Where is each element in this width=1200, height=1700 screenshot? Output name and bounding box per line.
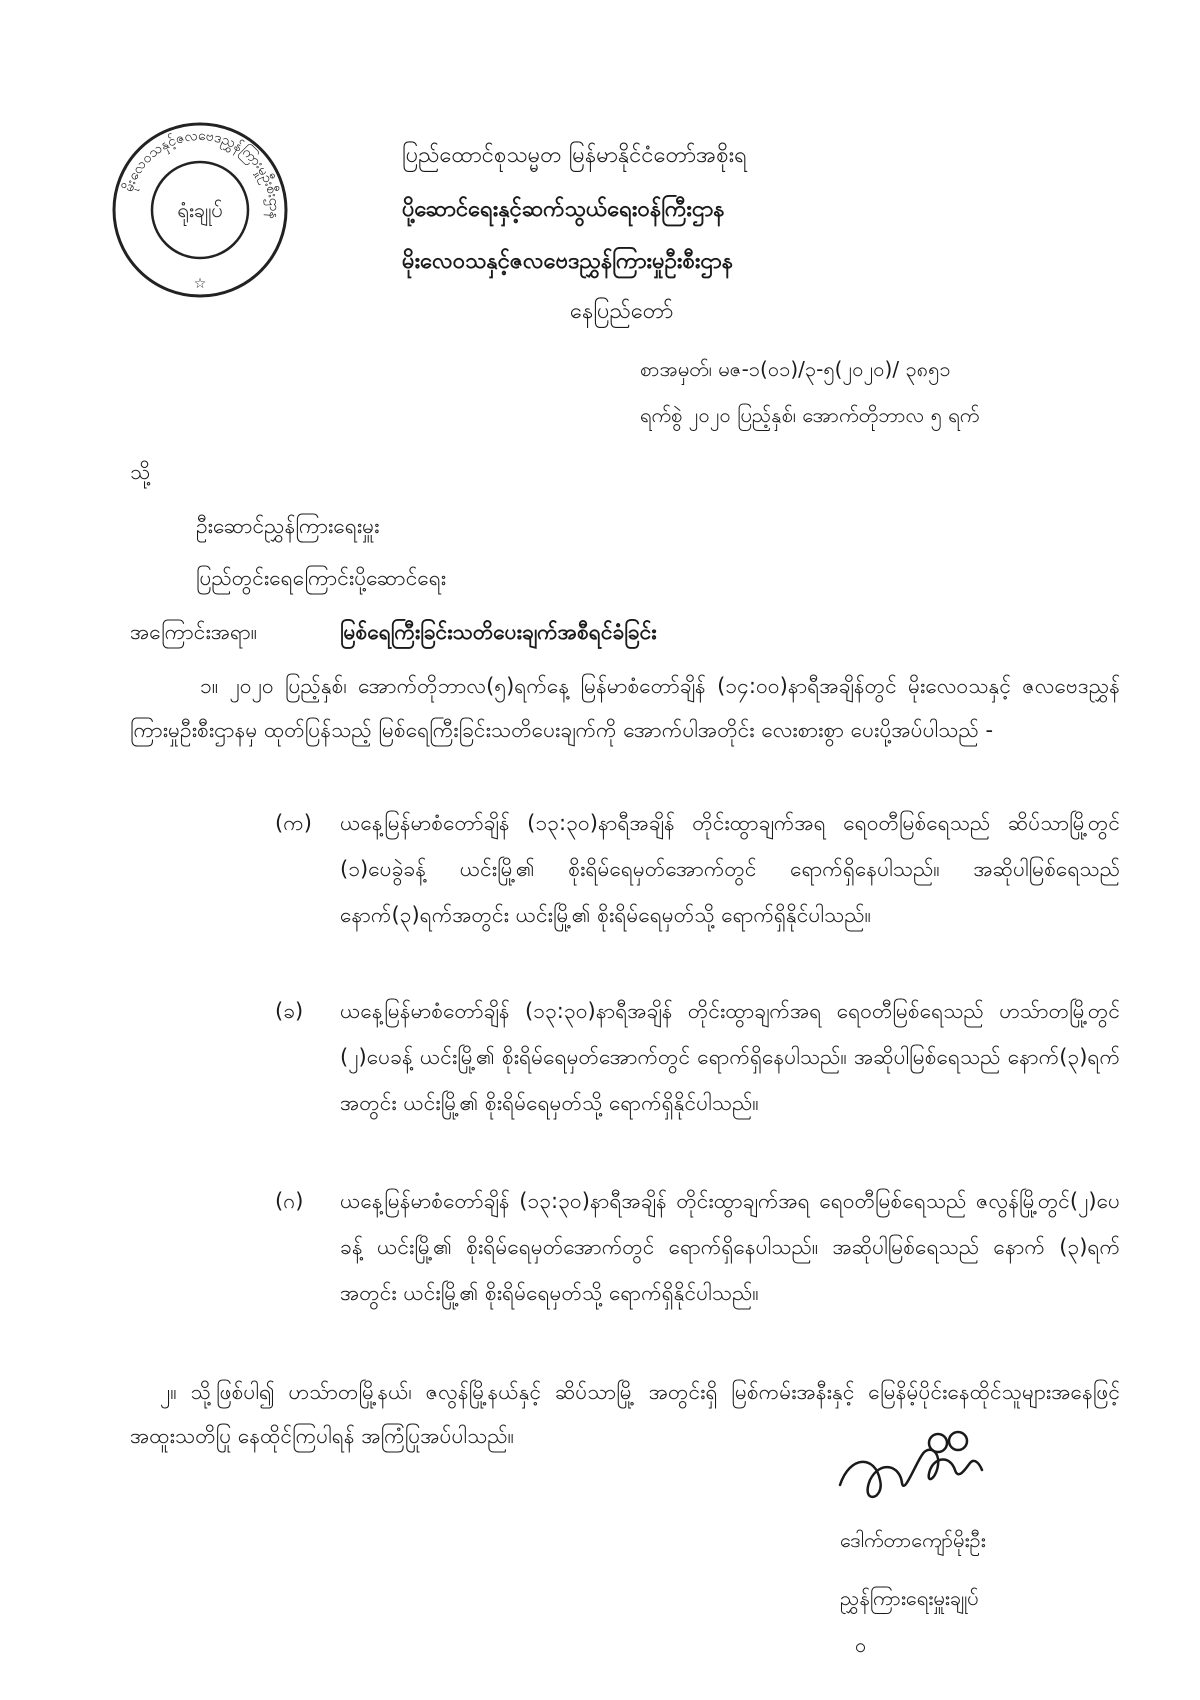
subject-label: အကြောင်းအရာ။	[130, 620, 258, 644]
department-seal	[110, 120, 290, 300]
recipient-title: ဦးဆောင်ညွှန်ကြားရေးမှူး	[196, 514, 380, 538]
paragraph-2-text: သို့ဖြစ်ပါ၍ ဟသ်ာတမြို့နယ်၊ ဇလွန်မြို့နယ်နှင့် ဆိပ်သာမြို့ အတွင်းရှိ မြစ်ကမ်းအနီးနှင့် မြေနိမ့်ပိုင်းနေထိုင်သူများအနေဖြင့် အထူးသတိပြု နေထိုင်ကြပါရန် အကြံပြုအပ်ပါသည်။	[130, 1380, 1120, 1448]
recipient-organization: ပြည်တွင်းရေကြောင်းပို့ဆောင်ရေး	[196, 566, 447, 590]
handwritten-signature	[830, 1425, 990, 1515]
item-ka-text: ယနေ့မြန်မာစံတော်ချိန် (၁၃:၃၀)နာရီအချိန် တိုင်းထွာချက်အရ ရေဝတီမြစ်ရေသည် ဆိပ်သာမြို့တွင် (၁)ပေခွဲခန့် ယင်းမြို့၏ စိုးရိမ်ရေမှတ်အောက်တွင် ရောက်ရှိနေပါသည်။ အဆိုပါမြစ်ရေသည် နောက်(၃)ရက်အတွင်း ယင်းမြို့၏ စိုးရိမ်ရေမှတ်သို့ ရောက်ရှိနိုင်ပါသည်။	[340, 811, 1120, 927]
paragraph-1	[130, 664, 1120, 752]
signatory-name: ဒေါက်တာကျော်မိုးဦး	[840, 1528, 986, 1552]
seal-ring-text: မိုးလေဝသနှင့်ဇလဗေဒညွှန်ကြားမှုဦးစီးဌာန	[120, 127, 283, 220]
item-kha-number: (ခ)	[275, 999, 304, 1023]
signature-mark: ၀	[855, 1633, 867, 1657]
paragraph-1-number: ၁။	[200, 674, 219, 698]
paragraph-2-number: ၂။	[160, 1380, 177, 1404]
item-ga-text: ယနေ့မြန်မာစံတော်ချိန် (၁၃:၃၀)နာရီအချိန် တိုင်းထွာချက်အရ ရေဝတီမြစ်ရေသည် ဇလွန်မြို့တွင်(၂)ပေခန့် ယင်းမြို့၏ စိုးရိမ်ရေမှတ်အောက်တွင် ရောက်ရှိနေပါသည်။ အဆိုပါမြစ်ရေသည် နောက် (၃)ရက်အတွင်း ယင်းမြို့၏ စိုးရိမ်ရေမှတ်သို့ ရောက်ရှိနိုင်ပါသည်။	[340, 1189, 1120, 1305]
paragraph-1-text: ၂၀၂၀ ပြည့်နှစ်၊ အောက်တိုဘာလ(၅)ရက်နေ့ မြန်မာစံတော်ချိန် (၁၄:၀၀)နာရီအချိန်တွင် မိုးလေဝသနှင့် ဇလဗေဒညွှန်ကြားမှုဦးစီးဌာနမှ ထုတ်ပြန်သည့် မြစ်ရေကြီးခြင်းသတိပေးချက်ကို အောက်ပါအတိုင်း လေးစားစွာ ပေးပို့အပ်ပါသည် -	[130, 674, 1120, 742]
item-kha-text: ယနေ့မြန်မာစံတော်ချိန် (၁၃:၃၀)နာရီအချိန် တိုင်းထွာချက်အရ ရေဝတီမြစ်ရေသည် ဟသ်ာတမြို့တွင် (၂)ပေခန့် ယင်းမြို့၏ စိုးရိမ်ရေမှတ်အောက်တွင် ရောက်ရှိနေပါသည်။ အဆိုပါမြစ်ရေသည် နောက်(၃)ရက်အတွင်း ယင်းမြို့၏ စိုးရိမ်ရေမှတ်သို့ ရောက်ရှိနိုင်ပါသည်။	[340, 999, 1120, 1115]
signatory-title: ညွှန်ကြားရေးမှူးချုပ်	[840, 1586, 979, 1610]
header-government: ပြည်ထောင်စုသမ္မတ မြန်မာနိုင်ငံတော်အစိုးရ	[402, 143, 747, 168]
to-label: သို့	[130, 460, 151, 484]
seal-center-text: ရုံးချုပ်	[177, 198, 223, 222]
header-department: မိုးလေဝသနှင့်ဇလဗေဒညွှန်ကြားမှုဦးစီးဌာန	[402, 249, 734, 274]
header-ministry: ပို့ဆောင်ရေးနှင့်ဆက်သွယ်ရေးဝန်ကြီးဌာန	[402, 197, 725, 222]
seal-star-icon: ☆	[193, 276, 207, 292]
letter-number: စာအမှတ်၊ မဇ-၁(၀၁)/၃-၅(၂၀၂၀)/ ၃၈၅၁	[640, 357, 951, 381]
subject-text: မြစ်ရေကြီးခြင်းသတိပေးချက်အစီရင်ခံခြင်း	[340, 620, 657, 644]
letter-date: ရက်စွဲ ၂၀၂၀ ပြည့်နှစ်၊ အောက်တိုဘာလ ၅ ရက်	[640, 403, 980, 427]
item-ga-number: (ဂ)	[275, 1189, 304, 1213]
header-city: နေပြည်တော်	[570, 299, 674, 324]
item-ka-number: (က)	[275, 811, 312, 835]
